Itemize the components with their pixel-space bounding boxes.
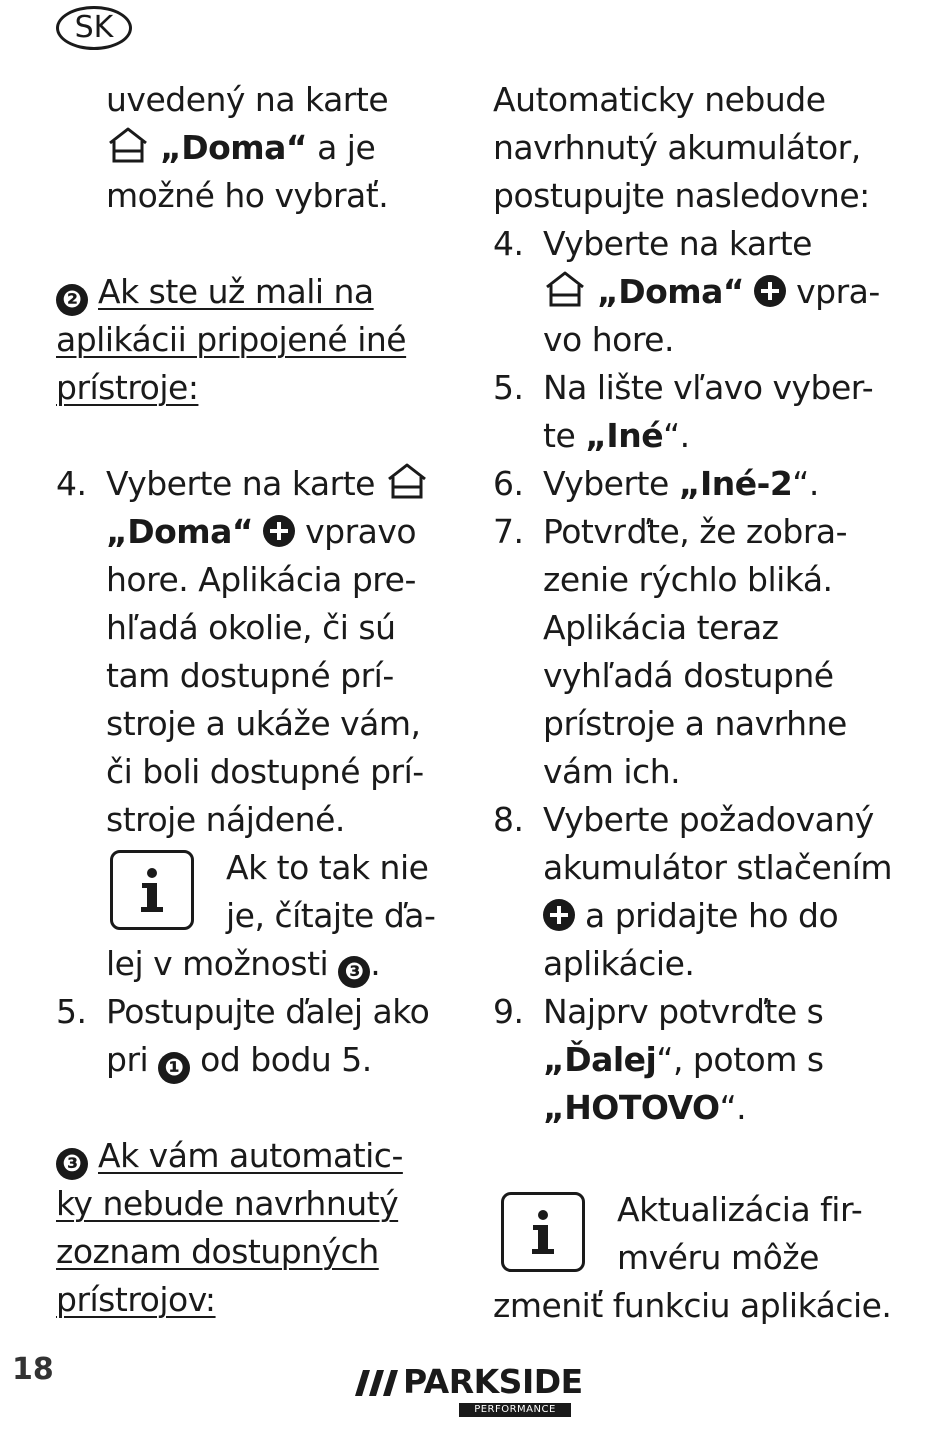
text: Vyberte	[543, 464, 679, 503]
text: Najprv potvrďte s	[543, 992, 824, 1031]
parkside-logo	[355, 1362, 583, 1422]
heading-text: aplikácii pripojené iné	[56, 320, 407, 359]
text: zmeniť funkciu aplikácie.	[493, 1286, 892, 1325]
step-number: 4.	[493, 224, 524, 263]
step-8	[493, 796, 903, 844]
heading-text: prístroje:	[56, 368, 199, 407]
text: “, potom s	[656, 1040, 824, 1079]
text: či boli dostupné prí-	[106, 752, 424, 791]
marker-3: ❸	[56, 1148, 88, 1180]
step-5-cont	[493, 412, 903, 460]
text: stroje nájdené.	[106, 800, 345, 839]
heading-text: ky nebude navrhnutý	[56, 1184, 399, 1223]
text: Aktualizácia fir-	[617, 1190, 863, 1229]
info-icon	[501, 1192, 585, 1272]
page-number: 18	[12, 1352, 54, 1387]
text: vyhľadá dostupné	[543, 656, 834, 695]
info-icon	[110, 850, 194, 930]
text: te	[543, 416, 586, 455]
step-number: 7.	[493, 512, 524, 551]
text: Automaticky nebude	[493, 80, 826, 119]
step-5-cont	[56, 1036, 456, 1084]
step-number: 4.	[56, 464, 87, 503]
text: postupujte nasledovne:	[493, 176, 870, 215]
text: a je	[307, 128, 376, 167]
section-2-heading	[56, 268, 456, 316]
logo-slashes-icon	[355, 1366, 401, 1402]
text: stroje a ukáže vám,	[106, 704, 421, 743]
step-5	[493, 364, 903, 412]
text: mvéru môže	[617, 1238, 819, 1277]
text: Ak to tak nie	[226, 848, 429, 887]
doma-tab-label: „Doma“	[106, 512, 254, 551]
brand-sub: PERFORMANCE	[459, 1403, 571, 1417]
step-9-cont	[493, 1036, 903, 1084]
plus-icon	[543, 899, 575, 931]
text: vám ich.	[543, 752, 681, 791]
text: Vyberte na karte	[106, 464, 375, 503]
step-6	[493, 460, 903, 508]
plus-icon	[263, 515, 295, 547]
heading-text: prístrojov:	[56, 1280, 216, 1319]
info-note-left	[56, 844, 456, 988]
language-badge: SK	[56, 6, 132, 50]
marker-2: ❷	[56, 284, 88, 316]
marker-3: ❸	[338, 956, 370, 988]
menu-item-ine: „Iné	[585, 416, 664, 455]
step-9	[493, 988, 903, 1036]
button-label-dalej: „Ďalej	[543, 1040, 657, 1079]
text: Postupujte ďalej ako	[106, 992, 430, 1031]
text: hľadá okolie, či sú	[106, 608, 396, 647]
heading-text: Ak vám automatic-	[98, 1136, 403, 1175]
brand-name: PARKSIDE	[403, 1362, 583, 1401]
text: a pridajte ho do	[575, 896, 839, 935]
text: navrhnutý akumulátor,	[493, 128, 861, 167]
home-icon	[385, 461, 429, 501]
step-number: 9.	[493, 992, 524, 1031]
step-5	[56, 988, 456, 1036]
step-number: 5.	[493, 368, 524, 407]
step-4-cont	[56, 508, 456, 556]
text: Vyberte na karte	[543, 224, 812, 263]
text: “.	[663, 416, 690, 455]
text: .	[370, 944, 381, 983]
text: “.	[792, 464, 819, 503]
info-note-right	[493, 1186, 903, 1330]
text: pri	[106, 1040, 159, 1079]
text: “.	[719, 1088, 747, 1127]
heading-text: zoznam dostupných	[56, 1232, 379, 1271]
intro-line	[56, 124, 456, 172]
step-4-cont	[493, 268, 903, 316]
left-column	[56, 76, 456, 1324]
step-number: 8.	[493, 800, 524, 839]
intro-line: možné ho vybrať.	[106, 176, 389, 215]
section-3-heading	[56, 1132, 456, 1180]
right-column	[493, 76, 903, 1330]
text: vpravo	[295, 512, 417, 551]
doma-tab-label: „Doma“	[160, 128, 308, 167]
text: prístroje a navrhne	[543, 704, 847, 743]
text: tam dostupné prí-	[106, 656, 394, 695]
marker-1: ❶	[158, 1052, 190, 1084]
step-7	[493, 508, 903, 556]
text: vo hore.	[543, 320, 674, 359]
text: od bodu 5.	[190, 1040, 372, 1079]
step-number: 5.	[56, 992, 87, 1031]
text: akumulátor stlačením	[543, 848, 893, 887]
step-4	[493, 220, 903, 268]
step-number: 6.	[493, 464, 524, 503]
text: Vyberte požadovaný	[543, 800, 874, 839]
text: Aplikácia teraz	[543, 608, 779, 647]
intro-line: uvedený na karte	[106, 80, 389, 119]
text: Na lište vľavo vyber-	[543, 368, 874, 407]
text: aplikácie.	[543, 944, 695, 983]
home-icon	[106, 125, 150, 165]
step-9-cont	[493, 1084, 903, 1132]
heading-text: Ak ste už mali na	[98, 272, 374, 311]
text: vpra-	[786, 272, 880, 311]
text: Potvrďte, že zobra-	[543, 512, 848, 551]
text: hore. Aplikácia pre-	[106, 560, 416, 599]
home-icon	[543, 269, 587, 309]
text: je, čítajte ďa-	[226, 896, 436, 935]
text: zenie rýchlo bliká.	[543, 560, 833, 599]
text: lej v možnosti	[106, 944, 339, 983]
menu-item-ine-2: „Iné-2	[678, 464, 793, 503]
button-label-hotovo: „HOTOVO	[543, 1088, 720, 1127]
step-8-cont	[493, 892, 903, 940]
plus-icon	[754, 275, 786, 307]
step-4	[56, 460, 456, 508]
doma-tab-label: „Doma“	[597, 272, 745, 311]
